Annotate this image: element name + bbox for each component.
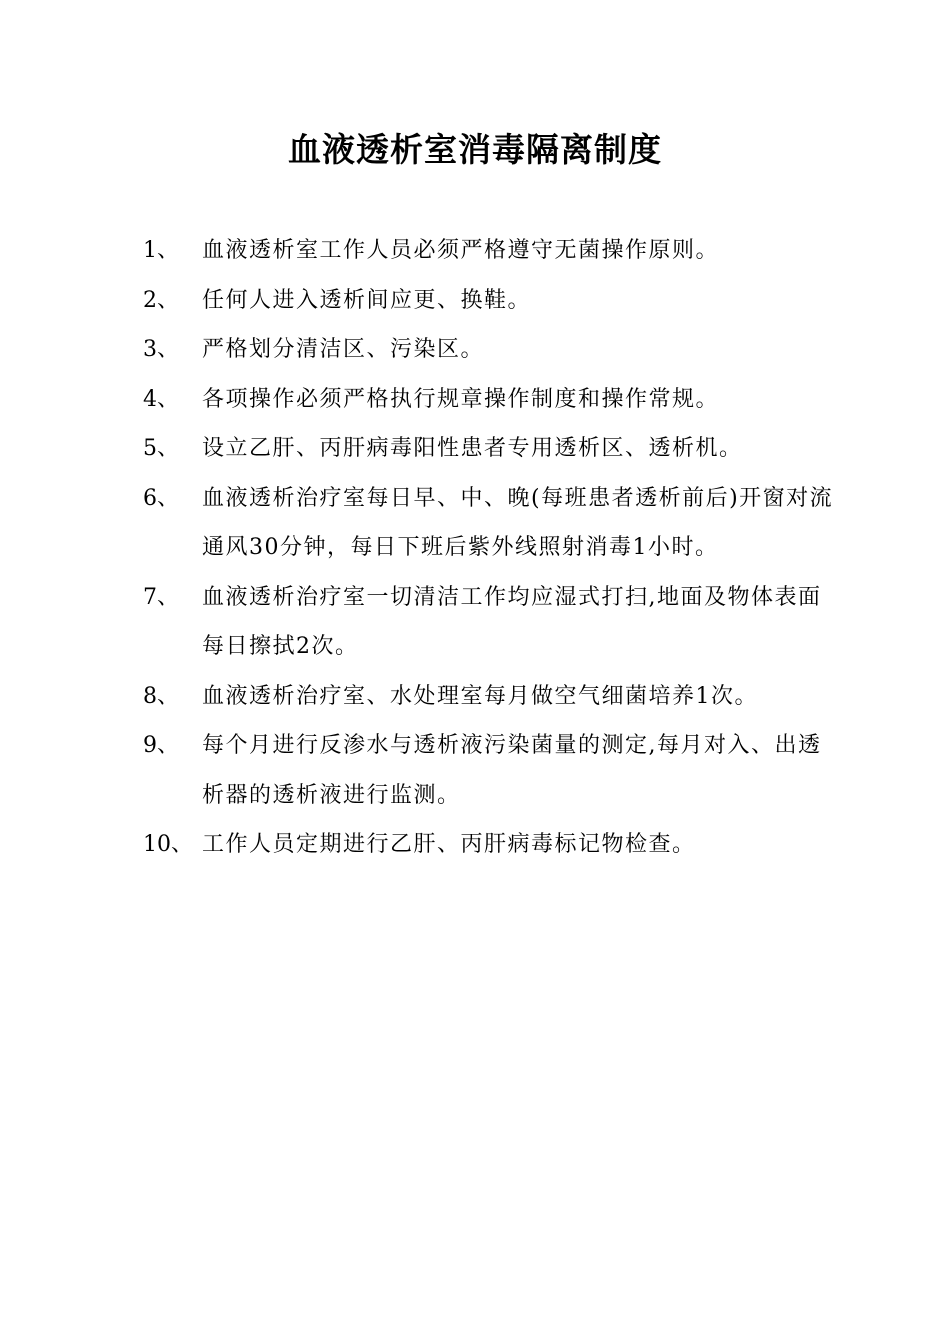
rule-text: 每个月进行反渗水与透析液污染菌量的测定,每月对入、出透析器的透析液进行监测。 [202, 733, 822, 808]
list-item [143, 375, 843, 425]
rule-text: 工作人员定期进行乙肝、丙肝病毒标记物检查。 [202, 832, 696, 857]
list-item [143, 672, 843, 722]
rule-number: 1、 [143, 238, 179, 263]
rule-text: 严格划分清洁区、污染区。 [202, 337, 485, 362]
rule-text: 血液透析室工作人员必须严格遵守无菌操作原则。 [202, 238, 720, 263]
list-item [143, 325, 843, 375]
rule-number: 10、 [143, 832, 193, 857]
rule-number: 6、 [143, 485, 179, 511]
list-item [143, 573, 843, 672]
rule-number: 9、 [143, 733, 179, 758]
rule-text: 设立乙肝、丙肝病毒阳性患者专用透析区、透析机。 [202, 436, 743, 461]
list-item [143, 276, 843, 326]
rule-number: 2、 [143, 287, 179, 313]
rule-text: 血液透析治疗室、水处理室每月做空气细菌培养1次。 [202, 683, 758, 709]
rule-text: 血液透析治疗室一切清洁工作均应湿式打扫,地面及物体表面每日擦拭2次。 [202, 584, 822, 659]
rule-text: 血液透析治疗室每日早、中、晚(每班患者透析前后)开窗对流通风30分钟，每日下班后紫外线照射消毒1小时。 [202, 485, 834, 560]
list-item [143, 474, 843, 573]
rule-text: 各项操作必须严格执行规章操作制度和操作常规。 [202, 386, 720, 412]
rule-number: 5、 [143, 436, 179, 461]
page-title: 血液透析室消毒隔离制度 [288, 130, 662, 169]
list-item [143, 721, 843, 820]
rule-number: 8、 [143, 683, 179, 709]
rule-text: 任何人进入透析间应更、换鞋。 [202, 287, 532, 313]
list-item [143, 226, 843, 276]
list-item [143, 424, 843, 474]
rule-number: 3、 [143, 337, 179, 362]
rule-number: 7、 [143, 584, 179, 610]
rules-list [143, 226, 843, 870]
rule-number: 4、 [143, 386, 179, 412]
list-item [143, 820, 843, 870]
